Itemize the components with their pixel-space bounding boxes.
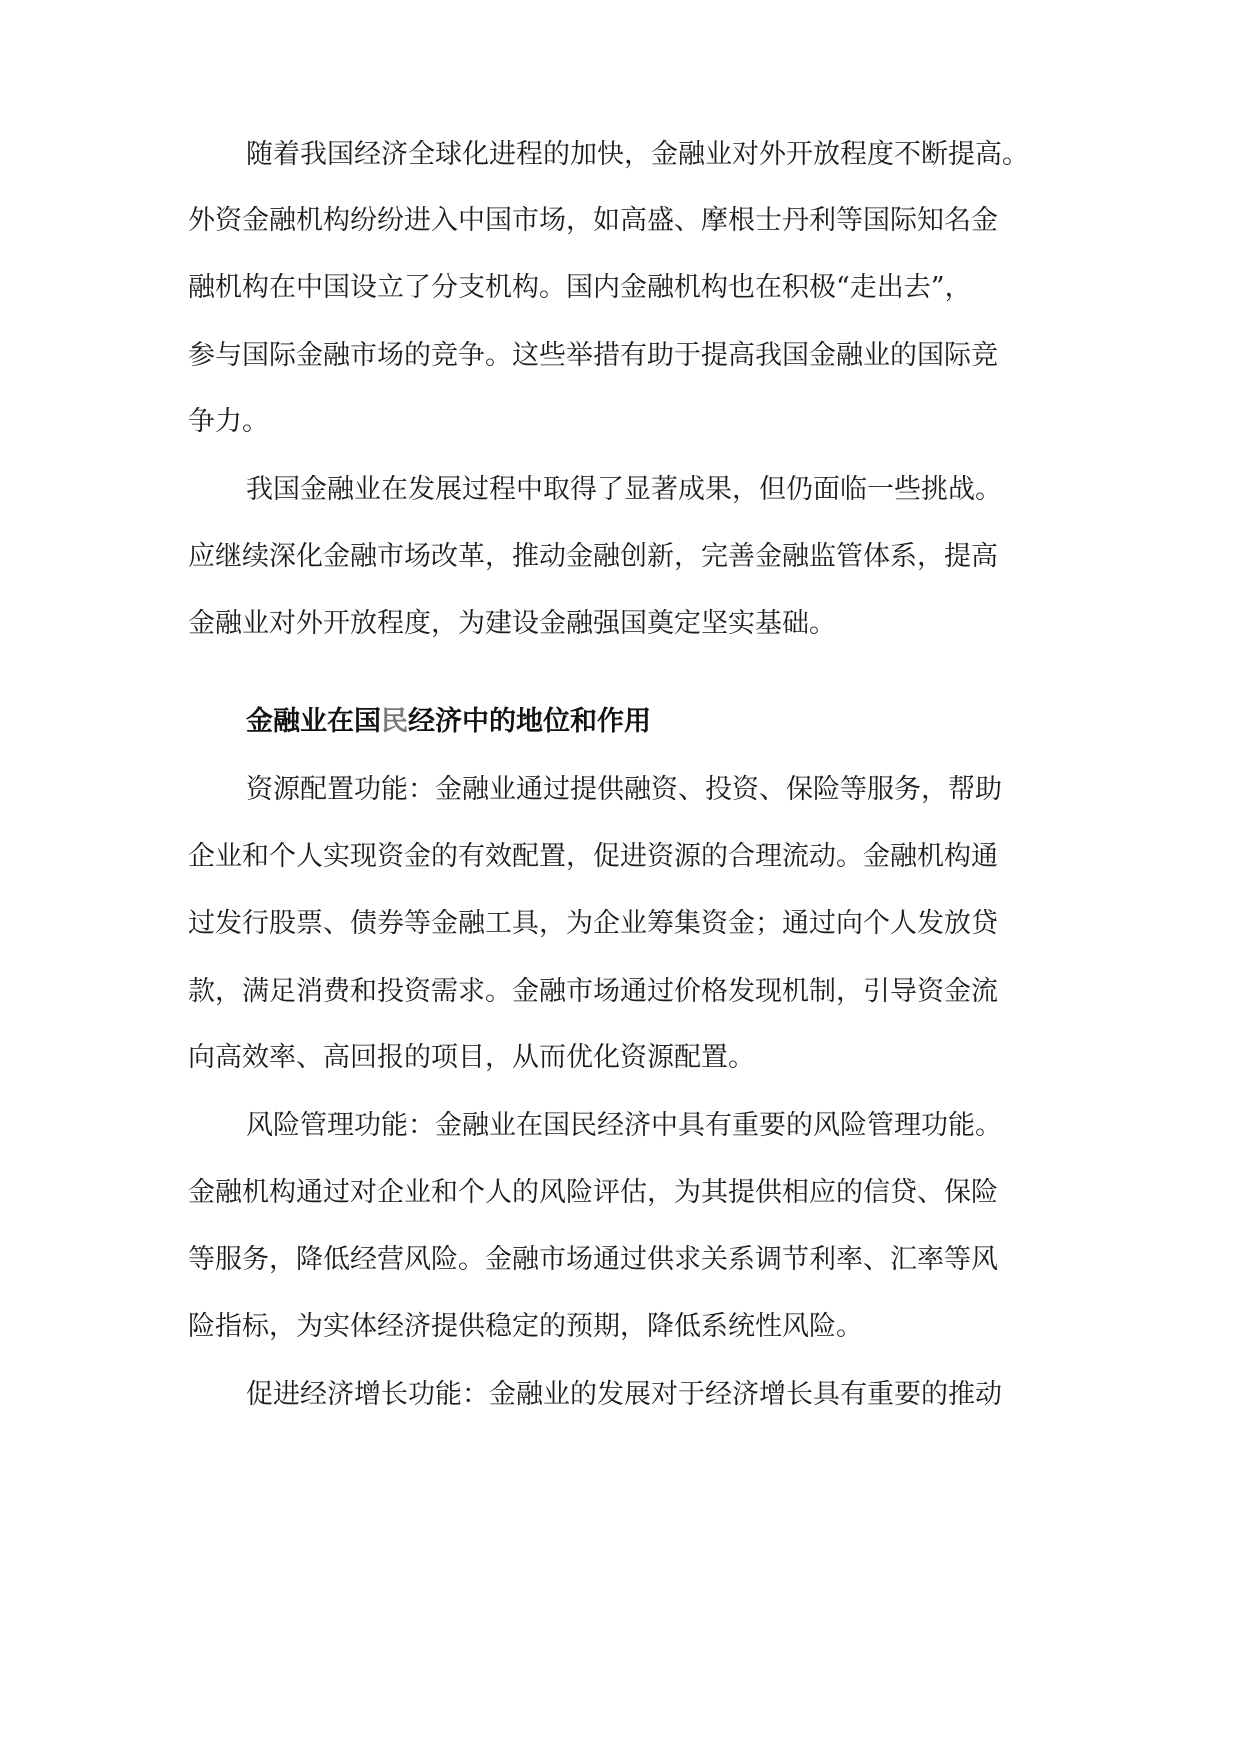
- text-line: 促进经济增长功能：金融业的发展对于经济增长具有重要的推动: [246, 1379, 1002, 1410]
- text-line: 金融业对外开放程度，为建设金融强国奠定坚实基础。: [188, 608, 836, 639]
- text-line: 资源配置功能：金融业通过提供融资、投资、保险等服务，帮助: [246, 774, 1002, 805]
- section-heading-part: 金融业在国: [246, 706, 381, 737]
- text-line: 等服务，降低经营风险。金融市场通过供求关系调节利率、汇率等风: [188, 1244, 998, 1275]
- text-line: 险指标，为实体经济提供稳定的预期，降低系统性风险。: [188, 1311, 863, 1342]
- section-heading-part: 民: [381, 706, 408, 737]
- text-line: 风险管理功能：金融业在国民经济中具有重要的风险管理功能。: [246, 1110, 1002, 1141]
- text-line: 融机构在中国设立了分支机构。国内金融机构也在积极“走出去”，: [188, 272, 972, 303]
- text-line: 款，满足消费和投资需求。金融市场通过价格发现机制，引导资金流: [188, 976, 998, 1007]
- text-line: 参与国际金融市场的竞争。这些举措有助于提高我国金融业的国际竞: [188, 340, 998, 371]
- text-line: 向高效率、高回报的项目，从而优化资源配置。: [188, 1042, 755, 1073]
- text-line: 随着我国经济全球化进程的加快，金融业对外开放程度不断提高。: [246, 139, 1029, 170]
- text-line: 争力。: [188, 406, 269, 437]
- text-line: 应继续深化金融市场改革，推动金融创新，完善金融监管体系，提高: [188, 541, 998, 572]
- text-line: 金融机构通过对企业和个人的风险评估，为其提供相应的信贷、保险: [188, 1177, 998, 1208]
- text-line: 过发行股票、债券等金融工具，为企业筹集资金；通过向个人发放贷: [188, 908, 998, 939]
- text-line: 企业和个人实现资金的有效配置，促进资源的合理流动。金融机构通: [188, 841, 998, 872]
- section-heading: [246, 702, 651, 742]
- text-line: 外资金融机构纷纷进入中国市场，如高盛、摩根士丹利等国际知名金: [188, 205, 998, 236]
- text-line: 我国金融业在发展过程中取得了显著成果，但仍面临一些挑战。: [246, 474, 1002, 505]
- section-heading-part: 经济中的地位和作用: [408, 706, 651, 737]
